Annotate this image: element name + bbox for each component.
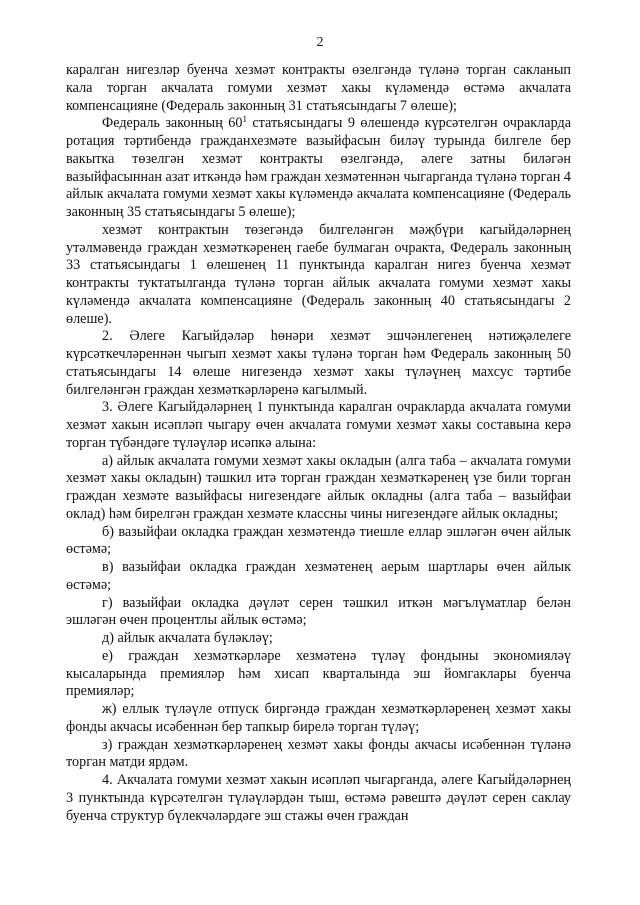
paragraph-subitem-d [66, 630, 571, 648]
paragraph-text: 4. Акчалата гомуми хезмәт хакын исәпләп чыгарганда, әлеге Кагыйдәләрнең 3 пунктында күрсәтелгән түләүләрдән тыш, өстәмә рәвештә дәүләт серен саклау буенча структур бүлекчәләрдәге эш стажы өчен граждан [66, 772, 571, 824]
paragraph-subitem-zh [66, 701, 571, 737]
paragraph-text: 3. Әлеге Кагыйдәләрнең 1 пунктында каралган очракларда акчалата гомуми хезмәт хакын исәпләп чыгару өчен акчалата гомуми хезмәт хакы составына керә торган түбәндәге түләүләр исәпкә алына: [66, 399, 571, 451]
paragraph-item-3 [66, 399, 571, 452]
paragraph-text: б) вазыйфаи окладка граждан хезмәтендә тиешле еллар эшләгән өчен айлык өстәмә; [66, 523, 571, 558]
paragraph-text: хезмәт контрактын төзегәндә билгеләнгән мәҗбүри кагыйдәләрнең утәлмәвендә граждан хезмәткәренең гаебе булмаган очракта, Федераль законның 33 статьясындагы 1 өлешенең 11 пунктында каралган нигез буенча хезмәт контракты туктатылганда түләнә торган айлык акчалата гомуми хезмәт хакы күләмендә акчалата компенсацияне (Федераль законның 40 статьясындагы 2 өлеше). [66, 221, 571, 327]
paragraph-item-2 [66, 328, 571, 399]
paragraph-article-60-1 [66, 115, 571, 222]
paragraph-item-4 [66, 772, 571, 825]
paragraph-contract-termination [66, 222, 571, 329]
paragraph-subitem-b [66, 524, 571, 560]
paragraph-text: 2. Әлеге Кагыйдәләр һөнәри хезмәт эшчәнлегенең нәтиҗәлелеге күрсәткечләреннән чыгып хезмәт хакы түләнә торган һәм Федераль законның 50 статьясындагы 14 өлеше нигезендә хезмәт хакы түләүнең махсус тәртибе билгеләнгән граждан хезмәткәрләренә кагылмый. [66, 328, 571, 398]
paragraph-text: в) вазыйфаи окладка граждан хезмәтенең аерым шартлары өчен айлык өстәмә; [66, 559, 571, 593]
page-number: 2 [316, 35, 324, 50]
paragraph-subitem-e [66, 648, 571, 701]
paragraph-subitem-z [66, 737, 571, 773]
document-body [66, 62, 571, 825]
paragraph-text: е) граждан хезмәткәрләре хезмәтенә түләү фондыны экономияләү кысаларында премияләр һәм хисап кварталында эш йомгаклары буенча премияләр; [66, 647, 571, 700]
paragraph-text: г) вазыйфаи окладка дәүләт серен тәшкил иткән мәгълүматлар белән эшләгән өчен процентлы айлык өстәмә; [66, 594, 571, 629]
paragraph-text: а) айлык акчалата гомуми хезмәт хакы окладын (алга таба – акчалата гомуми хезмәт хакы окладын) тәшкил итә торган граждан хезмәткәренең үзе били торган граждан хезмәте вазыйфасы нигезендәге айлык окладны (алга таба – вазыйфаи оклад) һәм бирелгән граждан хезмәте классны чины нигезендәге айлык окладны; [66, 452, 571, 522]
paragraph-continuation [66, 62, 571, 115]
paragraph-text: ж) еллык түләүле отпуск биргәндә граждан хезмәткәрләренең хезмәт хакы фонды акчасы исәбеннән бер тапкыр бирелә торган түләү; [66, 701, 571, 735]
paragraph-subitem-g [66, 595, 571, 631]
paragraph-subitem-a [66, 453, 571, 524]
paragraph-subitem-v [66, 559, 571, 595]
paragraph-text-lead: Федераль законның 60 [102, 115, 243, 132]
article-superscript: 1 [242, 114, 247, 125]
paragraph-text: каралган нигезләр буенча хезмәт контракты өзелгәндә түләнә торган сакланып кала торган акчалата гомуми хезмәт хакы күләмендә өстәмә акчалата компенсацияне (Федераль законның 31 статьясындагы 7 өлеше); [66, 62, 571, 114]
paragraph-text: з) граждан хезмәткәрләренең хезмәт хакы фонды акчасы исәбеннән түләнә торган матди ярдәм. [66, 736, 571, 771]
paragraph-text: д) айлык акчалата бүләкләү; [102, 630, 273, 646]
paragraph-text: статьясындагы 9 өлешендә күрсәтелгән очракларда ротация тәртибендә гражданхезмәте вазыйфасын биләү турында билгеле бер вакытка төзелгән хезмәт контракты өзелгәндә, әлеге затны биләгән вазыйфасыннан азат иткәндә һәм граждан хезмәтеннән чыгарганда түләнә торган 4 айлык акчалата гомуми хезмәт хакы күләмендә акчалата компенсацияне (Федераль законның 35 статьясындагы 5 өлеше); [66, 115, 571, 220]
